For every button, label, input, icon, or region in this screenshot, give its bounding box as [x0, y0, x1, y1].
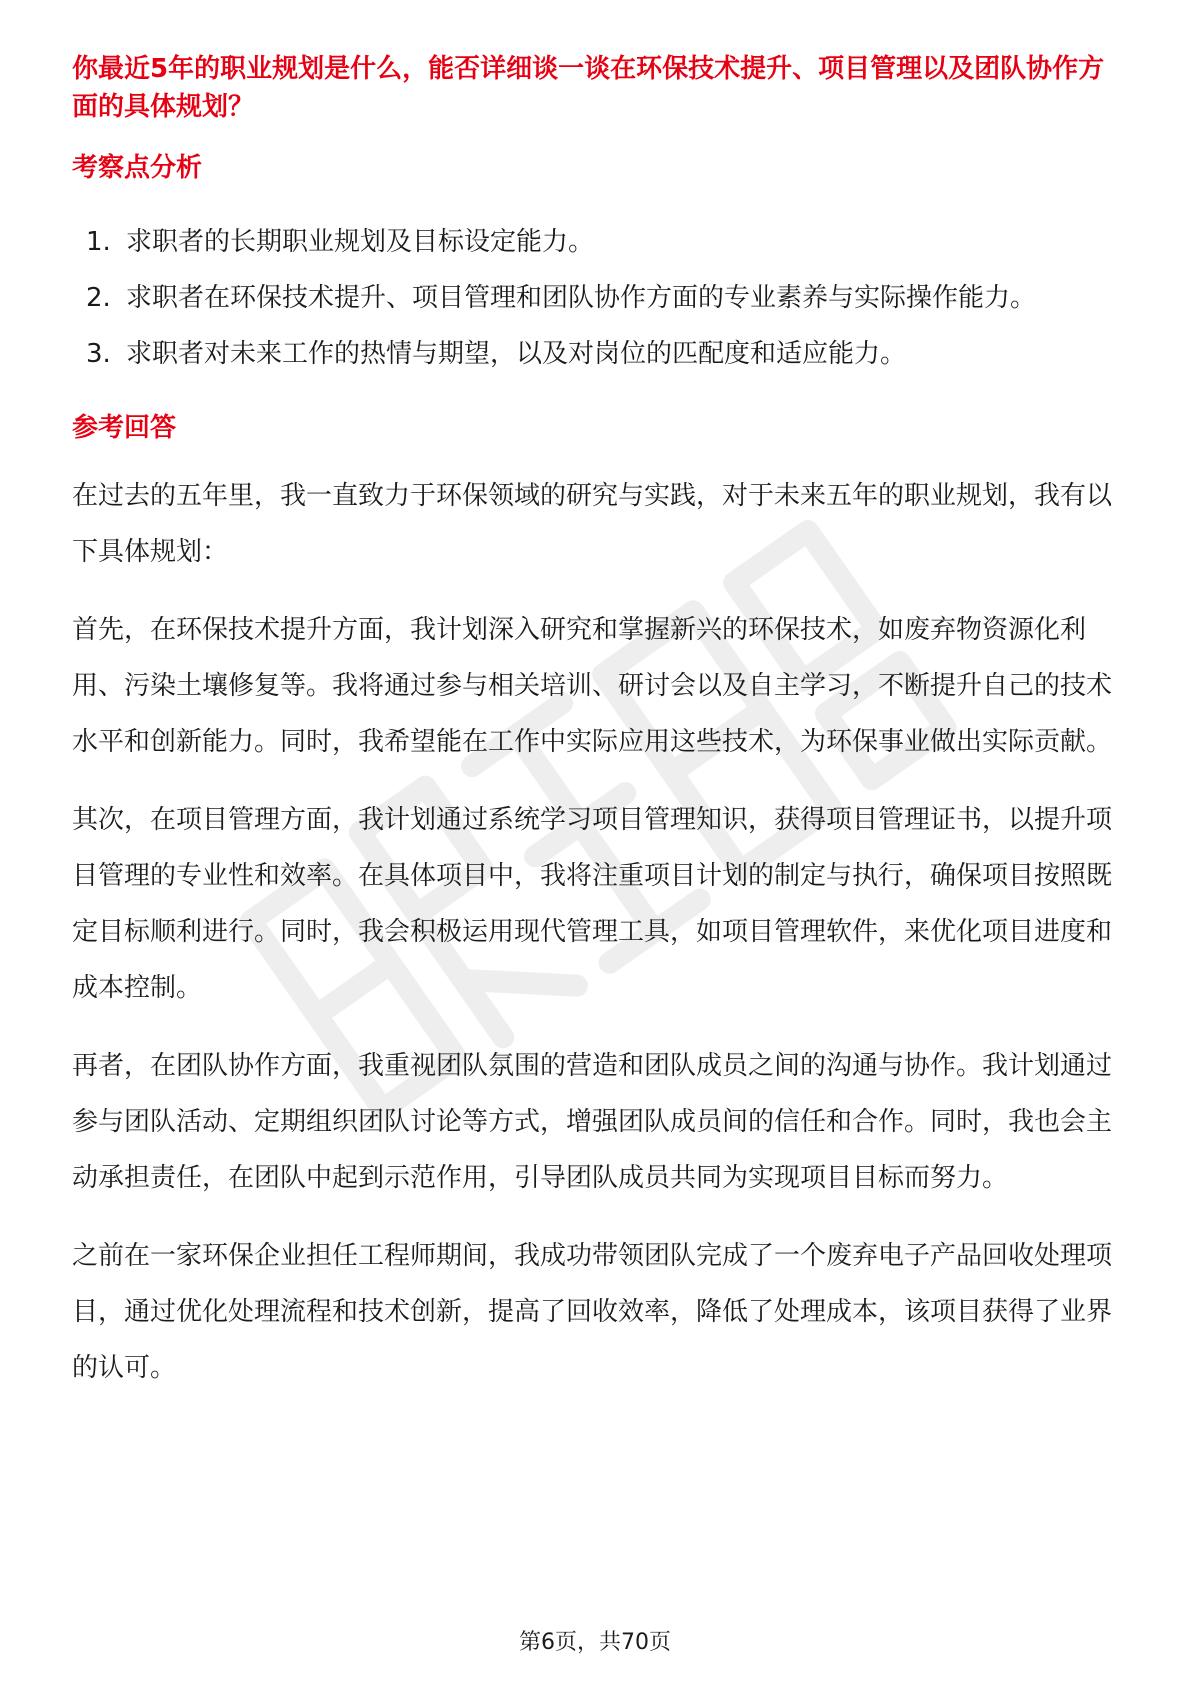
- answer-paragraph: 首先，在环保技术提升方面，我计划深入研究和掌握新兴的环保技术，如废弃物资源化利用、污染土壤修复等。我将通过参与相关培训、研讨会以及自主学习，不断提升自己的技术水平和创新能力。同时，我希望能在工作中实际应用这些技术，为环保事业做出实际贡献。: [72, 615, 1113, 757]
- question-title: 你最近5年的职业规划是什么，能否详细谈一谈在环保技术提升、项目管理以及团队协作方面的具体规划？: [72, 54, 1105, 122]
- analysis-heading: 考察点分析: [72, 153, 203, 183]
- answer-paragraph: 其次，在项目管理方面，我计划通过系统学习项目管理知识，获得项目管理证书，以提升项目管理的专业性和效率。在具体项目中，我将注重项目计划的制定与执行，确保项目按照既定目标顺利进行。同时，我会积极运用现代管理工具，如项目管理软件，来优化项目进度和成本控制。: [72, 805, 1113, 1003]
- answer-paragraph: 再者，在团队协作方面，我重视团队氛围的营造和团队成员之间的沟通与协作。我计划通过参与团队活动、定期组织团队讨论等方式，增强团队成员间的信任和合作。同时，我也会主动承担责任，在团队中起到示范作用，引导团队成员共同为实现项目目标而努力。: [72, 1051, 1113, 1193]
- analysis-point: [72, 270, 1118, 326]
- point-text: 求职者对未来工作的热情与期望，以及对岗位的匹配度和适应能力。: [126, 339, 907, 369]
- point-text: 求职者在环保技术提升、项目管理和团队协作方面的专业素养与实际操作能力。: [126, 283, 1037, 313]
- analysis-point: [72, 326, 1118, 382]
- point-number: 2.: [86, 283, 111, 313]
- point-text: 求职者的长期职业规划及目标设定能力。: [126, 227, 595, 257]
- page-content: [72, 50, 1118, 1396]
- page-number-footer: 第6页，共70页: [519, 1630, 671, 1655]
- answer-paragraph: 之前在一家环保企业担任工程师期间，我成功带领团队完成了一个废弃电子产品回收处理项目，通过优化处理流程和技术创新，提高了回收效率，降低了处理成本，该项目获得了业界的认可。: [72, 1241, 1113, 1383]
- answer-heading: 参考回答: [72, 413, 177, 443]
- analysis-point: [72, 214, 1118, 270]
- point-number: 3.: [86, 339, 111, 369]
- point-number: 1.: [86, 227, 111, 257]
- answer-paragraph: 在过去的五年里，我一直致力于环保领域的研究与实践，对于未来五年的职业规划，我有以下具体规划：: [72, 481, 1113, 567]
- analysis-points-list: [72, 214, 1118, 382]
